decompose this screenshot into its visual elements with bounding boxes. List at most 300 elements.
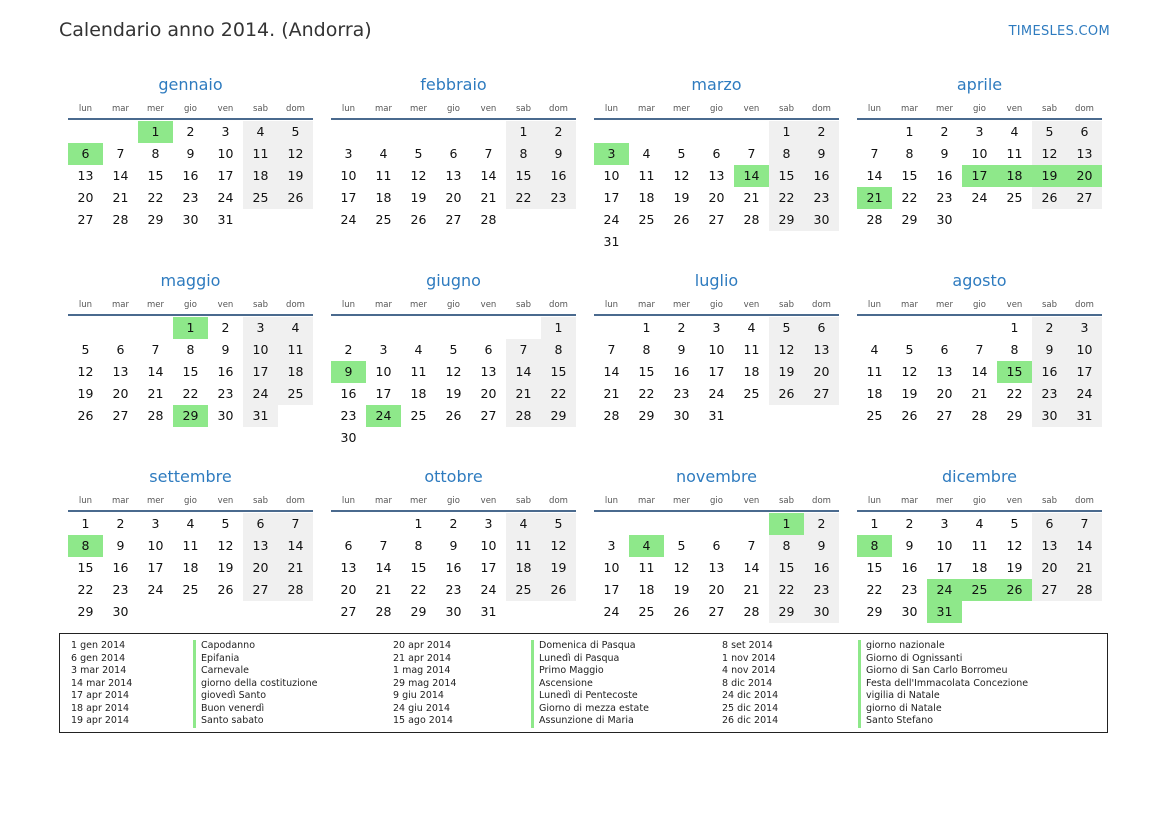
- holiday-day: 14: [734, 165, 769, 187]
- day-cell: 27: [480, 408, 497, 423]
- day-cell: 23: [340, 408, 357, 423]
- day-cell: 9: [905, 538, 914, 553]
- empty-cell: [436, 121, 471, 143]
- day-cell: 7: [151, 342, 160, 357]
- day-cell: 20: [708, 582, 725, 597]
- day-cell: 15: [769, 557, 804, 579]
- day-cell: 15: [410, 560, 427, 575]
- legend-entry: Lunedì di Pasqua: [531, 653, 722, 666]
- day-cell: 25: [638, 604, 655, 619]
- day-cell: 12: [673, 560, 690, 575]
- site-link[interactable]: TIMESLES.COM: [1008, 24, 1110, 39]
- day-cell: 6: [449, 146, 458, 161]
- day-cell: 9: [116, 538, 125, 553]
- weekday-label: mer: [672, 104, 690, 114]
- day-cell: 21: [147, 386, 164, 401]
- weekday-label: gio: [973, 496, 986, 506]
- day-cell: 19: [673, 582, 690, 597]
- day-cell: 9: [449, 538, 458, 553]
- day-cell: 26: [445, 408, 462, 423]
- day-cell: 26: [1032, 187, 1067, 209]
- weekday-label: mar: [638, 496, 655, 506]
- day-cell: 27: [804, 383, 839, 405]
- day-cell: 12: [410, 168, 427, 183]
- day-cell: 30: [936, 212, 953, 227]
- weekday-label: lun: [78, 300, 93, 310]
- day-cell: 23: [182, 190, 199, 205]
- day-cell: 2: [940, 124, 949, 139]
- day-cell: 28: [1067, 579, 1102, 601]
- day-cell: 22: [638, 386, 655, 401]
- day-cell: 13: [77, 168, 94, 183]
- day-cell: 16: [804, 557, 839, 579]
- month-luglio: [594, 268, 839, 464]
- day-cell: 1: [506, 121, 541, 143]
- days-grid: [68, 316, 313, 427]
- day-cell: 29: [901, 212, 918, 227]
- holiday-day: 8: [68, 535, 103, 557]
- day-cell: 12: [673, 168, 690, 183]
- day-cell: 19: [541, 557, 576, 579]
- legend-names-3: [858, 640, 1118, 728]
- day-cell: 8: [1010, 342, 1019, 357]
- month-title: gennaio: [158, 75, 223, 94]
- day-cell: 14: [603, 364, 620, 379]
- holiday-day: 24: [927, 579, 962, 601]
- days-grid: [68, 512, 313, 623]
- day-cell: 12: [769, 339, 804, 361]
- empty-cell: [68, 121, 103, 143]
- weekday-label: ven: [1006, 496, 1023, 506]
- day-cell: 7: [607, 342, 616, 357]
- weekday-label: mar: [375, 300, 392, 310]
- day-cell: 16: [804, 165, 839, 187]
- day-cell: 30: [217, 408, 234, 423]
- empty-cell: [699, 513, 734, 535]
- day-cell: 23: [673, 386, 690, 401]
- weekday-label: gio: [447, 300, 460, 310]
- day-cell: 11: [506, 535, 541, 557]
- weekday-label: gio: [710, 300, 723, 310]
- day-cell: 14: [480, 168, 497, 183]
- day-cell: 12: [901, 364, 918, 379]
- day-cell: 18: [375, 190, 392, 205]
- day-cell: 17: [375, 386, 392, 401]
- day-cell: 15: [147, 168, 164, 183]
- day-cell: 22: [901, 190, 918, 205]
- weekday-label: gio: [973, 300, 986, 310]
- day-cell: 31: [1067, 405, 1102, 427]
- legend-entry: Buon venerdì: [193, 703, 393, 716]
- day-cell: 1: [769, 121, 804, 143]
- legend-entry: 1 gen 2014: [71, 640, 126, 651]
- day-cell: 13: [445, 168, 462, 183]
- day-cell: 13: [804, 339, 839, 361]
- month-marzo: [594, 72, 839, 268]
- day-cell: 24: [217, 190, 234, 205]
- day-cell: 9: [541, 143, 576, 165]
- day-cell: 16: [340, 386, 357, 401]
- weekday-label: dom: [812, 300, 831, 310]
- days-grid: [594, 512, 839, 623]
- day-cell: 13: [1067, 143, 1102, 165]
- day-cell: 8: [186, 342, 195, 357]
- day-cell: 20: [243, 557, 278, 579]
- empty-cell: [401, 317, 436, 339]
- day-cell: 5: [221, 516, 230, 531]
- weekday-label: gio: [184, 300, 197, 310]
- legend-entry: 24 giu 2014: [393, 702, 450, 714]
- day-cell: 18: [866, 386, 883, 401]
- day-cell: 5: [414, 146, 423, 161]
- day-cell: 8: [905, 146, 914, 161]
- day-cell: 27: [243, 579, 278, 601]
- empty-cell: [366, 317, 401, 339]
- holiday-day: 21: [857, 187, 892, 209]
- day-cell: 27: [445, 212, 462, 227]
- day-cell: 7: [278, 513, 313, 535]
- days-grid: [331, 512, 576, 623]
- day-cell: 21: [112, 190, 129, 205]
- month-title: febbraio: [420, 75, 487, 94]
- weekday-label: gio: [710, 104, 723, 114]
- weekday-label: mar: [901, 300, 918, 310]
- legend-entry: 21 apr 2014: [393, 652, 452, 664]
- day-cell: 29: [769, 601, 804, 623]
- weekday-label: sab: [252, 496, 269, 506]
- day-cell: 8: [642, 342, 651, 357]
- day-cell: 27: [708, 212, 725, 227]
- day-cell: 4: [379, 146, 388, 161]
- day-cell: 3: [1067, 317, 1102, 339]
- holiday-day: 19: [1032, 165, 1067, 187]
- weekday-header: [68, 98, 313, 120]
- weekday-label: mer: [935, 496, 953, 506]
- day-cell: 17: [217, 168, 234, 183]
- day-cell: 13: [243, 535, 278, 557]
- day-cell: 21: [278, 557, 313, 579]
- weekday-label: sab: [252, 300, 269, 310]
- days-grid: [331, 316, 576, 449]
- day-cell: 20: [936, 386, 953, 401]
- day-cell: 17: [708, 364, 725, 379]
- empty-cell: [471, 121, 506, 143]
- day-cell: 18: [638, 190, 655, 205]
- day-cell: 4: [186, 516, 195, 531]
- holiday-day: 1: [173, 317, 208, 339]
- day-cell: 27: [112, 408, 129, 423]
- day-cell: 18: [506, 557, 541, 579]
- month-title: ottobre: [424, 467, 483, 486]
- day-cell: 9: [677, 342, 686, 357]
- day-cell: 19: [410, 190, 427, 205]
- day-cell: 12: [278, 143, 313, 165]
- holiday-day: 1: [769, 513, 804, 535]
- weekday-label: mer: [409, 300, 427, 310]
- day-cell: 5: [769, 317, 804, 339]
- day-cell: 15: [901, 168, 918, 183]
- day-cell: 31: [217, 212, 234, 227]
- day-cell: 6: [484, 342, 493, 357]
- legend-entry: Giorno di mezza estate: [531, 703, 722, 716]
- day-cell: 25: [375, 212, 392, 227]
- weekday-label: sab: [515, 496, 532, 506]
- day-cell: 4: [747, 320, 756, 335]
- day-cell: 10: [603, 560, 620, 575]
- weekday-label: dom: [549, 300, 568, 310]
- weekday-label: sab: [778, 300, 795, 310]
- day-cell: 28: [147, 408, 164, 423]
- weekday-label: ven: [743, 104, 760, 114]
- holiday-day: 20: [1067, 165, 1102, 187]
- day-cell: 19: [673, 190, 690, 205]
- empty-cell: [857, 121, 892, 143]
- day-cell: 12: [445, 364, 462, 379]
- day-cell: 13: [112, 364, 129, 379]
- legend-entry: Primo Maggio: [531, 665, 722, 678]
- days-grid: [594, 316, 839, 427]
- weekday-label: gio: [447, 496, 460, 506]
- day-cell: 14: [375, 560, 392, 575]
- day-cell: 30: [1032, 405, 1067, 427]
- legend-entry: 14 mar 2014: [71, 677, 133, 689]
- day-cell: 30: [673, 408, 690, 423]
- day-cell: 31: [243, 405, 278, 427]
- holiday-day: 17: [962, 165, 997, 187]
- day-cell: 10: [217, 146, 234, 161]
- month-gennaio: [68, 72, 313, 268]
- day-cell: 6: [712, 538, 721, 553]
- day-cell: 29: [77, 604, 94, 619]
- legend-entry: Epifania: [193, 653, 393, 666]
- weekday-label: lun: [604, 104, 619, 114]
- weekday-label: gio: [973, 104, 986, 114]
- weekday-label: lun: [867, 300, 882, 310]
- day-cell: 22: [866, 582, 883, 597]
- day-cell: 2: [221, 320, 230, 335]
- month-title: dicembre: [941, 467, 1018, 486]
- day-cell: 8: [151, 146, 160, 161]
- day-cell: 8: [769, 143, 804, 165]
- empty-cell: [331, 317, 366, 339]
- month-title: settembre: [149, 467, 232, 486]
- weekday-label: dom: [812, 104, 831, 114]
- day-cell: 16: [901, 560, 918, 575]
- empty-cell: [629, 513, 664, 535]
- day-cell: 11: [410, 364, 427, 379]
- empty-cell: [331, 121, 366, 143]
- legend-entry: Capodanno: [193, 640, 393, 653]
- day-cell: 18: [182, 560, 199, 575]
- weekday-label: mer: [146, 300, 164, 310]
- day-cell: 27: [77, 212, 94, 227]
- holiday-day: 1: [138, 121, 173, 143]
- empty-cell: [892, 317, 927, 339]
- day-cell: 28: [743, 604, 760, 619]
- legend-entry: Giorno di San Carlo Borromeu: [858, 665, 1118, 678]
- day-cell: 3: [484, 516, 493, 531]
- empty-cell: [734, 121, 769, 143]
- weekday-label: dom: [549, 496, 568, 506]
- day-cell: 28: [480, 212, 497, 227]
- weekday-label: mer: [672, 300, 690, 310]
- day-cell: 3: [975, 124, 984, 139]
- day-cell: 10: [971, 146, 988, 161]
- day-cell: 7: [870, 146, 879, 161]
- day-cell: 17: [1067, 361, 1102, 383]
- weekday-label: mar: [375, 496, 392, 506]
- day-cell: 23: [936, 190, 953, 205]
- day-cell: 15: [866, 560, 883, 575]
- day-cell: 22: [77, 582, 94, 597]
- day-cell: 25: [743, 386, 760, 401]
- empty-cell: [506, 317, 541, 339]
- month-novembre: [594, 464, 839, 660]
- day-cell: 27: [708, 604, 725, 619]
- day-cell: 24: [971, 190, 988, 205]
- day-cell: 20: [1032, 557, 1067, 579]
- weekday-header: [594, 98, 839, 120]
- day-cell: 10: [147, 538, 164, 553]
- day-cell: 19: [769, 361, 804, 383]
- weekday-label: dom: [286, 104, 305, 114]
- day-cell: 17: [340, 190, 357, 205]
- legend-entry: 1 nov 2014: [722, 652, 776, 664]
- holiday-legend: [59, 633, 1108, 733]
- legend-entry: 25 dic 2014: [722, 702, 779, 714]
- weekday-label: ven: [217, 496, 234, 506]
- day-cell: 14: [506, 361, 541, 383]
- day-cell: 2: [905, 516, 914, 531]
- day-cell: 14: [278, 535, 313, 557]
- month-title: maggio: [160, 271, 221, 290]
- weekday-label: mer: [672, 496, 690, 506]
- day-cell: 20: [480, 386, 497, 401]
- day-cell: 29: [147, 212, 164, 227]
- legend-entry: 1 mag 2014: [393, 665, 451, 676]
- day-cell: 7: [747, 146, 756, 161]
- weekday-label: ven: [480, 496, 497, 506]
- legend-entry: Giorno di Ognissanti: [858, 653, 1118, 666]
- empty-cell: [471, 317, 506, 339]
- day-cell: 6: [344, 538, 353, 553]
- legend-entry: 4 nov 2014: [722, 665, 776, 676]
- weekday-header: [331, 98, 576, 120]
- day-cell: 22: [541, 383, 576, 405]
- day-cell: 30: [112, 604, 129, 619]
- day-cell: 30: [804, 601, 839, 623]
- day-cell: 26: [217, 582, 234, 597]
- days-grid: [331, 120, 576, 231]
- weekday-label: sab: [778, 104, 795, 114]
- day-cell: 17: [603, 190, 620, 205]
- day-cell: 27: [340, 604, 357, 619]
- month-title: agosto: [952, 271, 1007, 290]
- empty-cell: [366, 513, 401, 535]
- day-cell: 16: [445, 560, 462, 575]
- empty-cell: [68, 317, 103, 339]
- day-cell: 26: [673, 212, 690, 227]
- day-cell: 7: [747, 538, 756, 553]
- calendar-grid: [68, 72, 1102, 660]
- weekday-label: ven: [1006, 104, 1023, 114]
- day-cell: 22: [769, 187, 804, 209]
- days-grid: [857, 120, 1102, 231]
- empty-cell: [331, 513, 366, 535]
- month-maggio: [68, 268, 313, 464]
- day-cell: 24: [147, 582, 164, 597]
- weekday-label: ven: [480, 104, 497, 114]
- legend-entry: giovedì Santo: [193, 690, 393, 703]
- day-cell: 26: [901, 408, 918, 423]
- day-cell: 25: [638, 212, 655, 227]
- day-cell: 13: [1032, 535, 1067, 557]
- weekday-label: gio: [184, 496, 197, 506]
- day-cell: 26: [769, 383, 804, 405]
- day-cell: 5: [1010, 516, 1019, 531]
- day-cell: 31: [708, 408, 725, 423]
- legend-entry: 20 apr 2014: [393, 640, 452, 651]
- empty-cell: [927, 317, 962, 339]
- day-cell: 19: [901, 386, 918, 401]
- legend-entry: 9 giu 2014: [393, 690, 444, 701]
- weekday-label: sab: [252, 104, 269, 114]
- day-cell: 25: [278, 383, 313, 405]
- day-cell: 23: [445, 582, 462, 597]
- holiday-day: 25: [962, 579, 997, 601]
- day-cell: 8: [541, 339, 576, 361]
- day-cell: 15: [638, 364, 655, 379]
- holiday-day: 6: [68, 143, 103, 165]
- day-cell: 28: [112, 212, 129, 227]
- legend-entry: Carnevale: [193, 665, 393, 678]
- day-cell: 10: [243, 339, 278, 361]
- day-cell: 11: [375, 168, 392, 183]
- weekday-label: ven: [217, 300, 234, 310]
- legend-entry: vigilia di Natale: [858, 690, 1118, 703]
- weekday-label: dom: [812, 496, 831, 506]
- day-cell: 1: [81, 516, 90, 531]
- day-cell: 14: [112, 168, 129, 183]
- weekday-header: [594, 294, 839, 316]
- holiday-day: 26: [997, 579, 1032, 601]
- day-cell: 15: [506, 165, 541, 187]
- day-cell: 10: [375, 364, 392, 379]
- day-cell: 18: [410, 386, 427, 401]
- day-cell: 19: [217, 560, 234, 575]
- weekday-header: [857, 294, 1102, 316]
- day-cell: 29: [638, 408, 655, 423]
- legend-entry: 15 ago 2014: [393, 715, 453, 726]
- day-cell: 2: [344, 342, 353, 357]
- day-cell: 10: [936, 538, 953, 553]
- empty-cell: [962, 317, 997, 339]
- day-cell: 5: [449, 342, 458, 357]
- legend-names-2: [531, 640, 722, 728]
- day-cell: 6: [243, 513, 278, 535]
- day-cell: 19: [278, 165, 313, 187]
- month-title: novembre: [675, 467, 758, 486]
- day-cell: 14: [1067, 535, 1102, 557]
- empty-cell: [857, 317, 892, 339]
- legend-entry: 26 dic 2014: [722, 715, 779, 726]
- weekday-label: sab: [1041, 104, 1058, 114]
- day-cell: 21: [743, 190, 760, 205]
- day-cell: 20: [445, 190, 462, 205]
- day-cell: 1: [541, 317, 576, 339]
- day-cell: 11: [638, 168, 655, 183]
- day-cell: 1: [905, 124, 914, 139]
